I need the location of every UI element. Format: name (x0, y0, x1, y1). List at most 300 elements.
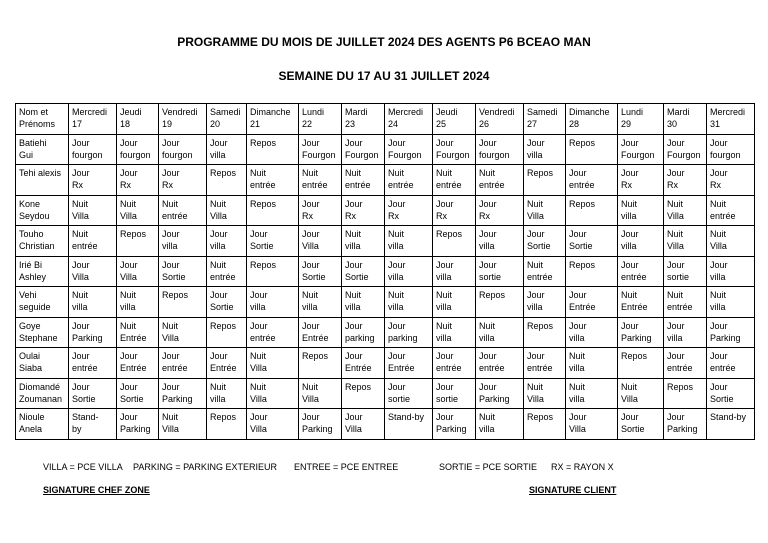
table-row (16, 165, 755, 196)
shift-cell (299, 378, 342, 409)
cell-text: Anela (19, 424, 43, 434)
cell-text: Sortie (162, 271, 186, 282)
shift-cell (69, 409, 117, 440)
cell-text: Parking (162, 393, 193, 404)
cell-text: entrée (710, 210, 736, 221)
cell-text: Jour (527, 137, 545, 148)
cell-text: Nuit (162, 320, 179, 331)
shift-cell (476, 348, 524, 379)
shift-cell (664, 348, 707, 379)
cell-text: Siaba (19, 363, 43, 373)
shift-cell (117, 256, 159, 287)
cell-text: Nuit (667, 198, 684, 209)
shift-cell (159, 317, 207, 348)
shift-cell (247, 256, 299, 287)
legend-rx: RX = RAYON X (551, 462, 614, 472)
cell-text: Jour (479, 198, 497, 209)
cell-text: Jour (388, 381, 406, 392)
cell-text: Villa (621, 393, 638, 404)
agent-name-cell (16, 195, 69, 226)
cell-text: Samedi (210, 107, 241, 117)
agent-name-cell (16, 409, 69, 440)
cell-text: Jour (710, 168, 728, 178)
shift-cell (342, 348, 385, 379)
cell-text: Villa (302, 241, 319, 251)
cell-text: Jour (388, 137, 406, 148)
shift-cell (433, 256, 476, 287)
shift-cell (385, 104, 433, 135)
shift-cell (247, 165, 299, 196)
cell-text: by (72, 424, 82, 434)
cell-text: Jour (72, 259, 90, 270)
cell-text: Nuit (388, 290, 405, 300)
shift-cell (299, 195, 342, 226)
cell-text: entrée (345, 180, 371, 190)
shift-cell (159, 226, 207, 257)
cell-text: Nuit (250, 168, 267, 178)
shift-cell (476, 256, 524, 287)
cell-text: Entrée (210, 363, 237, 373)
cell-text: Tehi alexis (19, 168, 62, 178)
shift-cell (433, 287, 476, 318)
cell-text: Jour (210, 351, 228, 361)
cell-text: Stephane (19, 332, 58, 343)
cell-text: Parking (710, 332, 741, 343)
schedule-table (15, 103, 755, 440)
cell-text: Nuit (302, 290, 319, 300)
cell-text: Nuit (479, 320, 496, 331)
cell-text: Jour (210, 229, 228, 239)
cell-text: villa (569, 363, 585, 373)
shift-cell (664, 195, 707, 226)
cell-text: Vendredi (162, 107, 198, 117)
cell-text: villa (250, 302, 266, 312)
cell-text: Samedi (527, 107, 558, 117)
cell-text: Nom et (19, 107, 49, 117)
shift-cell (524, 104, 566, 135)
cell-text: sortie (479, 271, 502, 282)
cell-text: Fourgon (388, 149, 422, 160)
shift-cell (618, 134, 664, 165)
shift-cell (159, 287, 207, 318)
cell-text: Jour (72, 168, 90, 178)
cell-text: Villa (302, 393, 319, 404)
shift-cell (207, 317, 247, 348)
cell-text: Nuit (302, 168, 319, 178)
shift-cell (664, 256, 707, 287)
cell-text: Jour (527, 290, 545, 300)
shift-cell (342, 104, 385, 135)
cell-text: Jour (569, 290, 587, 300)
cell-text: Nuit (250, 351, 267, 361)
cell-text: Repos (210, 320, 237, 331)
shift-cell (524, 195, 566, 226)
cell-text: entrée (621, 271, 647, 282)
cell-text: Repos (162, 290, 189, 300)
shift-cell (524, 317, 566, 348)
cell-text: villa (527, 302, 543, 312)
signature-client: SIGNATURE CLIENT (529, 485, 617, 495)
shift-cell (207, 409, 247, 440)
shift-cell (433, 378, 476, 409)
cell-text: Jour (479, 381, 497, 392)
cell-text: entrée (250, 180, 276, 190)
cell-text: Villa (250, 363, 267, 373)
cell-text: 19 (162, 119, 173, 129)
shift-cell (707, 378, 755, 409)
cell-text: Villa (527, 393, 544, 404)
cell-text: 20 (210, 119, 221, 129)
cell-text: Jour (162, 259, 180, 270)
cell-text: villa (667, 332, 683, 343)
cell-text: villa (569, 393, 585, 404)
cell-text: villa (388, 241, 404, 251)
cell-text: Jour (162, 381, 180, 392)
cell-text: Repos (569, 259, 596, 270)
cell-text: villa (345, 241, 361, 251)
shift-cell (159, 378, 207, 409)
cell-text: sortie (388, 393, 411, 404)
shift-cell (69, 134, 117, 165)
cell-text: Jour (479, 351, 497, 361)
cell-text: Jour (436, 198, 454, 209)
cell-text: Rx (621, 180, 632, 190)
cell-text: Goye (19, 320, 41, 331)
cell-text: 23 (345, 119, 356, 129)
cell-text: Dimanche (250, 107, 291, 117)
cell-text: Nuit (527, 259, 544, 270)
shift-cell (618, 348, 664, 379)
cell-text: Nuit (621, 290, 638, 300)
cell-text: Villa (72, 210, 89, 221)
cell-text: Nuit (388, 229, 405, 239)
cell-text: Jour (345, 412, 363, 422)
shift-cell (707, 287, 755, 318)
shift-cell (476, 134, 524, 165)
cell-text: Villa (250, 393, 267, 404)
cell-text: Villa (120, 271, 137, 282)
cell-text: Jour (569, 168, 587, 178)
cell-text: Nuit (569, 351, 586, 361)
cell-text: Jour (120, 259, 138, 270)
cell-text: Ashley (19, 271, 47, 282)
shift-cell (618, 287, 664, 318)
shift-cell (707, 409, 755, 440)
shift-cell (342, 378, 385, 409)
cell-text: Jour (527, 229, 545, 239)
shift-cell (524, 378, 566, 409)
cell-text: villa (621, 241, 637, 251)
cell-text: 29 (621, 119, 632, 129)
shift-cell (207, 287, 247, 318)
shift-cell (159, 104, 207, 135)
table-header-row (16, 104, 755, 135)
shift-cell (117, 317, 159, 348)
cell-text: Nuit (345, 229, 362, 239)
shift-cell (247, 378, 299, 409)
shift-cell (476, 195, 524, 226)
cell-text: villa (436, 332, 452, 343)
cell-text: Mercredi (710, 107, 746, 117)
cell-text: Jour (345, 137, 363, 148)
cell-text: Jour (302, 137, 320, 148)
legend-villa: VILLA = PCE VILLA (43, 462, 123, 472)
cell-text: entrée (250, 332, 276, 343)
shift-cell (618, 256, 664, 287)
shift-cell (207, 256, 247, 287)
shift-cell (524, 134, 566, 165)
cell-text: Mardi (667, 107, 690, 117)
cell-text: villa (710, 271, 726, 282)
cell-text: Jour (621, 259, 639, 270)
cell-text: Nuit (120, 290, 137, 300)
cell-text: Vehi (19, 290, 37, 300)
shift-cell (566, 287, 618, 318)
table-row (16, 287, 755, 318)
cell-text: Jour (72, 320, 90, 331)
cell-text: Nuit (710, 290, 727, 300)
cell-text: fourgon (710, 149, 741, 160)
shift-cell (342, 287, 385, 318)
cell-text: Nuit (569, 381, 586, 392)
cell-text: 25 (436, 119, 447, 129)
cell-text: 26 (479, 119, 490, 129)
shift-cell (707, 348, 755, 379)
cell-text: Villa (120, 210, 137, 221)
cell-text: Rx (479, 210, 490, 221)
shift-cell (247, 317, 299, 348)
cell-text: villa (527, 149, 543, 160)
cell-text: Rx (120, 180, 131, 190)
shift-cell (159, 256, 207, 287)
cell-text: entrée (210, 271, 236, 282)
table-row (16, 378, 755, 409)
shift-cell (385, 226, 433, 257)
agent-name-cell (16, 317, 69, 348)
cell-text: Stand-by (388, 412, 425, 422)
cell-text: Repos (479, 290, 506, 300)
shift-cell (159, 195, 207, 226)
cell-text: Nuit (250, 381, 267, 392)
cell-text: Villa (569, 424, 586, 434)
shift-cell (618, 195, 664, 226)
shift-cell (566, 256, 618, 287)
shift-cell (524, 226, 566, 257)
cell-text: villa (710, 302, 726, 312)
shift-cell (385, 317, 433, 348)
shift-cell (385, 409, 433, 440)
cell-text: Entrée (120, 332, 147, 343)
cell-text: villa (302, 302, 318, 312)
shift-cell (476, 104, 524, 135)
cell-text: entrée (72, 241, 98, 251)
cell-text: Jour (388, 198, 406, 209)
shift-cell (618, 378, 664, 409)
shift-cell (299, 104, 342, 135)
cell-text: Jour (667, 168, 685, 178)
cell-text: entrée (72, 363, 98, 373)
shift-cell (385, 348, 433, 379)
cell-text: Villa (250, 424, 267, 434)
cell-text: entrée (302, 180, 328, 190)
cell-text: villa (479, 332, 495, 343)
shift-cell (618, 317, 664, 348)
shift-cell (664, 409, 707, 440)
shift-cell (207, 134, 247, 165)
cell-text: Jour (120, 412, 138, 422)
shift-cell (207, 195, 247, 226)
shift-cell (566, 165, 618, 196)
cell-text: Jour (302, 229, 320, 239)
cell-text: Nuit (210, 259, 227, 270)
shift-cell (299, 348, 342, 379)
cell-text: Jour (162, 229, 180, 239)
cell-text: Jour (210, 137, 228, 148)
shift-cell (159, 348, 207, 379)
document-title: PROGRAMME DU MOIS DE JUILLET 2024 DES AGENTS P6 BCEAO MAN (177, 35, 591, 49)
cell-text: Jour (621, 412, 639, 422)
cell-text: Entrée (388, 363, 415, 373)
cell-text: Nuit (120, 320, 137, 331)
cell-text: Sortie (120, 393, 144, 404)
cell-text: Repos (345, 381, 372, 392)
shift-cell (117, 378, 159, 409)
cell-text: Jour (479, 137, 497, 148)
cell-text: Repos (569, 137, 596, 148)
cell-text: Sortie (710, 393, 734, 404)
cell-text: Nuit (667, 229, 684, 239)
cell-text: seguide (19, 302, 51, 312)
cell-text: Jour (667, 259, 685, 270)
cell-text: Nuit (621, 198, 638, 209)
cell-text: Repos (250, 137, 277, 148)
cell-text: Jour (710, 351, 728, 361)
table-row (16, 195, 755, 226)
cell-text: Nuit (72, 198, 89, 209)
cell-text: villa (479, 424, 495, 434)
cell-text: Jour (120, 137, 138, 148)
cell-text: Mardi (345, 107, 368, 117)
cell-text: Jour (162, 351, 180, 361)
cell-text: Jour (569, 229, 587, 239)
cell-text: Jour (250, 412, 268, 422)
cell-text: Jour (388, 320, 406, 331)
cell-text: entrée (667, 363, 693, 373)
shift-cell (117, 226, 159, 257)
cell-text: Stand-by (710, 412, 747, 422)
cell-text: villa (388, 271, 404, 282)
cell-text: Repos (527, 320, 554, 331)
shift-cell (117, 134, 159, 165)
shift-cell (566, 378, 618, 409)
cell-text: Oulai (19, 351, 41, 361)
cell-text: entrée (667, 302, 693, 312)
cell-text: entrée (388, 180, 414, 190)
shift-cell (433, 104, 476, 135)
shift-cell (433, 134, 476, 165)
cell-text: Lundi (302, 107, 325, 117)
cell-text: entrée (479, 363, 505, 373)
cell-text: Jour (210, 290, 228, 300)
cell-text: Jour (436, 351, 454, 361)
shift-cell (385, 195, 433, 226)
cell-text: Entrée (345, 363, 372, 373)
shift-cell (247, 134, 299, 165)
shift-cell (664, 165, 707, 196)
shift-cell (707, 256, 755, 287)
cell-text: villa (210, 393, 226, 404)
cell-text: Villa (345, 424, 362, 434)
shift-cell (476, 409, 524, 440)
agent-name-cell (16, 165, 69, 196)
cell-text: Seydou (19, 210, 50, 221)
shift-cell (618, 409, 664, 440)
shift-cell (664, 287, 707, 318)
cell-text: Rx (710, 180, 721, 190)
cell-text: Repos (250, 259, 277, 270)
cell-text: villa (345, 302, 361, 312)
cell-text: fourgon (72, 149, 103, 160)
shift-cell (707, 317, 755, 348)
shift-cell (247, 409, 299, 440)
cell-text: Sortie (621, 424, 645, 434)
shift-cell (566, 409, 618, 440)
cell-text: Nuit (210, 381, 227, 392)
cell-text: Jour (621, 168, 639, 178)
cell-text: sortie (667, 271, 690, 282)
cell-text: sortie (436, 393, 459, 404)
cell-text: Jour (250, 290, 268, 300)
cell-text: Jour (345, 351, 363, 361)
shift-cell (69, 226, 117, 257)
cell-text: entrée (162, 210, 188, 221)
cell-text: Jour (302, 259, 320, 270)
cell-text: Jour (72, 137, 90, 148)
shift-cell (247, 226, 299, 257)
cell-text: Jour (710, 259, 728, 270)
cell-text: Nuit (436, 290, 453, 300)
cell-text: Prénoms (19, 119, 56, 129)
cell-text: Jour (667, 412, 685, 422)
shift-cell (117, 195, 159, 226)
cell-text: fourgon (120, 149, 151, 160)
cell-text: Villa (210, 210, 227, 221)
cell-text: Repos (120, 229, 147, 239)
cell-text: Fourgon (302, 149, 336, 160)
shift-cell (664, 134, 707, 165)
cell-text: Villa (527, 210, 544, 221)
shift-cell (476, 287, 524, 318)
cell-text: villa (388, 302, 404, 312)
shift-cell (342, 134, 385, 165)
cell-text: Nuit (72, 290, 89, 300)
cell-text: Jour (621, 229, 639, 239)
shift-cell (342, 226, 385, 257)
cell-text: entrée (527, 363, 553, 373)
table-row (16, 226, 755, 257)
cell-text: villa (436, 271, 452, 282)
cell-text: Rx (162, 180, 173, 190)
cell-text: Dimanche (569, 107, 610, 117)
shift-cell (707, 134, 755, 165)
cell-text: Parking (72, 332, 103, 343)
shift-cell (117, 104, 159, 135)
shift-cell (707, 195, 755, 226)
cell-text: Nuit (710, 229, 727, 239)
cell-text: villa (621, 210, 637, 221)
shift-cell (524, 409, 566, 440)
shift-cell (664, 317, 707, 348)
